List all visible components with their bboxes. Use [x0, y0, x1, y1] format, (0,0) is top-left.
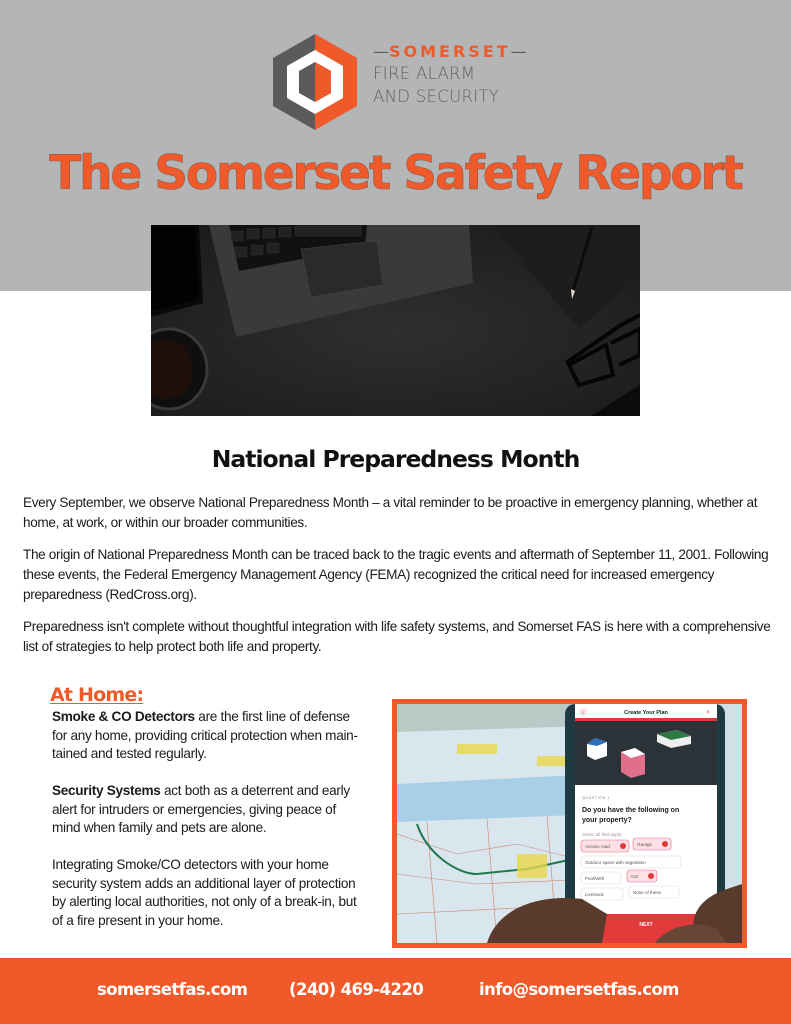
option-livestock: Livestock [585, 892, 604, 897]
svg-text:‹: ‹ [582, 710, 584, 717]
next-button-label: NEXT [639, 922, 653, 928]
option-pool-well: Pool/Well [585, 876, 604, 881]
tip-body: are the first line of defense for any home, providing critical protection when main-tained and tested regularly. [52, 709, 358, 762]
desk-photo-illustration [151, 225, 640, 416]
hexagon-building-logo-icon [273, 34, 357, 130]
origin-paragraph: The origin of National Preparedness Month can be traced back to the tragic events and aftermath of September 11, 2001. Following these events, the Federal Emergency Management Agency (FEMA) recognized the critical need for increased emergency preparedness (RedCross.org). [23, 547, 769, 602]
hero-desk-photo [151, 225, 640, 416]
tip-smoke-co-detectors [52, 708, 358, 764]
website-link[interactable]: somersetfas.com [97, 980, 248, 999]
app-title: Create Your Plan [624, 710, 668, 716]
brand-line-1: FIRE ALARM [373, 64, 476, 83]
svg-text:×: × [706, 710, 710, 716]
contact-footer [0, 958, 791, 1024]
integration-paragraph: Preparedness isn't complete without thoughtful integration with life safety systems, and Somerset FAS is here with a comprehensive list of strategies to help protect both life and property. [23, 619, 771, 654]
email-link[interactable]: info@somersetfas.com [479, 980, 679, 999]
brand-name: —SOMERSET— [373, 42, 527, 61]
tip-body: Integrating Smoke/CO detectors with your home security system adds an additional layer of protection by alerting local authorities, not only of a break-in, but of a fire present in your home. [52, 857, 357, 928]
option-outdoor: Outdoor space with vegetation [585, 860, 646, 865]
tip-body: act both as a deterrent and early alert for intruders or emergencies, giving peace of mind when family and pets are alone. [52, 783, 350, 836]
svg-text:Do you have the following on: Do you have the following on [582, 807, 680, 814]
phone-app-illustration [397, 704, 742, 943]
intro-paragraph: Every September, we observe National Preparedness Month – a vital reminder to be proactive in emergency planning, whether at home, at work, or within our broader communities. [23, 495, 758, 530]
option-access-road: Access road [585, 844, 610, 849]
tip-title: Security Systems [52, 783, 161, 798]
company-logo [273, 34, 533, 124]
instruction: Select all that apply: [582, 832, 623, 837]
tip-security-systems [52, 782, 358, 838]
option-car: Car [631, 874, 639, 879]
question-label: QUESTION 1 [582, 796, 610, 800]
option-garage: Garage [637, 842, 653, 847]
phone-map-photo [392, 699, 747, 948]
tip-title: Smoke & CO Detectors [52, 709, 195, 724]
section-heading: National Preparedness Month [211, 445, 580, 473]
at-home-heading: At Home: [50, 684, 144, 706]
report-title: The Somerset Safety Report [49, 146, 742, 201]
option-none: None of these [633, 890, 662, 895]
svg-text:your property?: your property? [582, 817, 632, 824]
brand-line-2: AND SECURITY [373, 87, 500, 106]
phone-link[interactable]: (240) 469-4220 [289, 980, 424, 999]
tip-integration [52, 856, 358, 930]
